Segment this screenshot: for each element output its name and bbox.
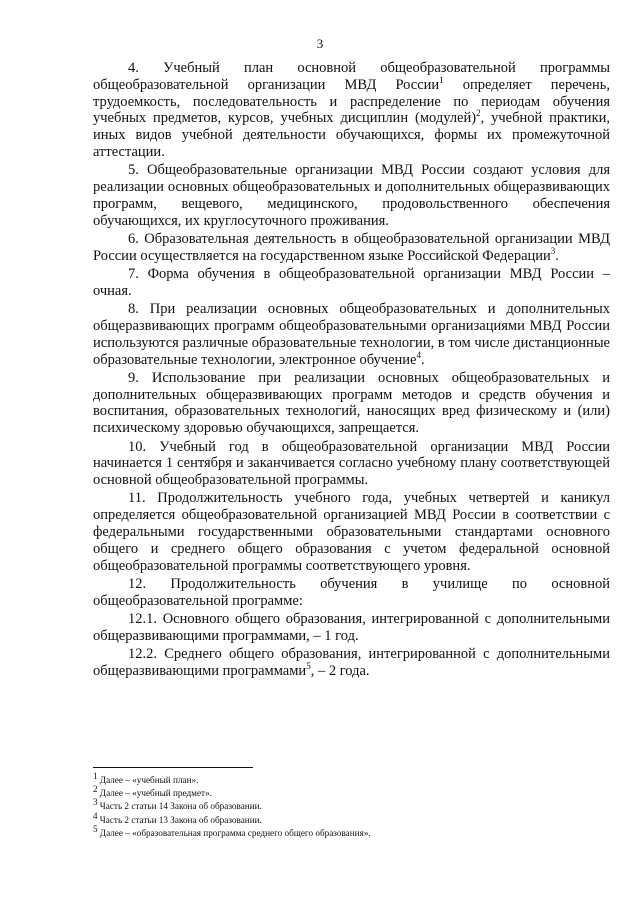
- footnote-4: $^4$ Часть 2 статьи 13 Закона об образовании.: [93, 810, 262, 825]
- page-number: 3: [316, 36, 324, 51]
- paragraph-10: 10. Учебный год в общеобразовательной организации МВД России начинается 1 сентября и заканчивается согласно учебному плану соответствующей основной общеобразовательной программы.: [93, 438, 610, 489]
- paragraph-7: 7. Форма обучения в общеобразовательной организации МВД России – очная.: [93, 266, 610, 299]
- paragraph-12-1: 12.1. Основного общего образования, интегрированной с дополнительными общеразвивающими программами, – 1 год.: [93, 611, 610, 644]
- paragraph-4: 4. Учебный план основной общеобразовательной программы общеобразовательной организации МВД России$^1$ определяет перечень, трудоемкость, последовательность и распределение по периодам обучения учебных предметов, курсов, учебных дисциплин (модулей)$^2$, учебной практики, иных видов учебной деятельности обучающихся, формы их промежуточной аттестации.: [93, 60, 610, 160]
- paragraph-12-2: 12.2. Среднего общего образования, интегрированной с дополнительными общеразвивающими программами$^5$, – 2 года.: [93, 646, 610, 679]
- document-body: [93, 60, 610, 681]
- paragraph-11: 11. Продолжительность учебного года, учебных четвертей и каникул определяется общеобразовательной организацией МВД России в соответствии с федеральными государственными образовательными стандартами основного общего и среднего общего образования с учетом федеральной основной общеобразовательной программы соответствующего уровня.: [93, 490, 610, 574]
- footnote-ref-5: 5: [306, 661, 311, 672]
- paragraph-5: 5. Общеобразовательные организации МВД России создают условия для реализации основных общеобразовательных и дополнительных общеразвивающих программ, вещевого, медицинского, продовольственного обеспечения обучающихся, их круглосуточного проживания.: [93, 162, 610, 229]
- footnote-1: $^1$ Далее – «учебный план».: [93, 770, 199, 785]
- footnote-ref-2: 2: [476, 108, 481, 119]
- footnote-ref-4: 4: [416, 349, 421, 360]
- footnote-2: $^2$ Далее – «учебный предмет».: [93, 784, 212, 799]
- footnotes: [93, 770, 610, 840]
- footnote-ref-3: 3: [550, 245, 556, 256]
- paragraph-8: 8. При реализации основных общеобразовательных и дополнительных общеразвивающих программ общеобразовательными организациями МВД России используются различные образовательные технологии, в том числе дистанционные образовательные технологии, электронное обучение$^4$.: [93, 301, 610, 368]
- footnote-5: $^5$ Далее – «образовательная программа среднего общего образования».: [93, 823, 371, 838]
- paragraph-12: 12. Продолжительность обучения в училище по основной общеобразовательной программе:: [93, 575, 610, 609]
- footnote-3: $^3$ Часть 2 статьи 14 Закона об образовании.: [93, 797, 262, 812]
- footnote-ref-1: 1: [439, 74, 444, 85]
- paragraph-9: 9. Использование при реализации основных общеобразовательных и дополнительных общеразвивающих программ методов и средств обучения и воспитания, образовательных технологий, наносящих вред физическому и (или) психическому здоровью обучающихся, запрещается.: [93, 369, 610, 437]
- footnote-divider: [93, 767, 253, 768]
- paragraph-6: 6. Образовательная деятельность в общеобразовательной организации МВД России осуществляется на государственном языке Российской Федерации$^3$.: [93, 230, 610, 264]
